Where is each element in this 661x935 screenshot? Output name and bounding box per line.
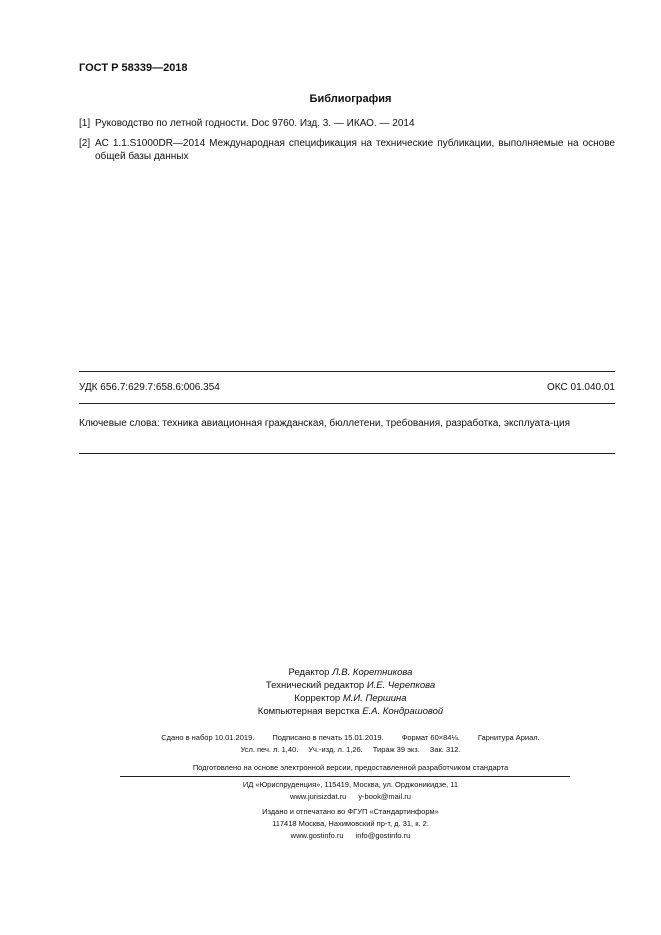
format: Формат 60×84⅛.	[401, 733, 460, 742]
order-number: Зак. 312.	[429, 745, 461, 754]
submitted-date: Сдано в набор 10.01.2019.	[161, 733, 255, 742]
imprint-line1	[20, 732, 661, 743]
print-sheets: Усл. печ. л. 1,40.	[240, 745, 299, 754]
printer-contacts	[20, 830, 661, 841]
keywords: Ключевые слова: техника авиационная гражданская, бюллетени, требования, разработка, эксплуата-ция	[79, 418, 570, 429]
bibliography-title: Библиография	[309, 93, 392, 105]
credit-proofreader	[20, 693, 661, 705]
divider	[79, 453, 615, 454]
bibliography-item	[79, 137, 615, 163]
credit-role: Корректор	[294, 693, 341, 704]
item-number: [2]	[79, 138, 91, 149]
credit-name: Л.В. Коретникова	[332, 667, 413, 678]
typeface: Гарнитура Ариал.	[477, 733, 540, 742]
prepared-note: Подготовлено на основе электронной версии, предоставленной разработчиком стандарта	[192, 763, 509, 772]
publisher-website: www.jurisizdat.ru	[290, 792, 347, 801]
publisher-contacts	[20, 791, 661, 802]
credit-role: Компьютерная верстка	[257, 706, 360, 717]
credit-role: Редактор	[288, 667, 330, 678]
item-text: Руководство по летной годности. Doc 9760. Изд. 3. — ИКАО. — 2014	[95, 118, 415, 129]
printer-address: 117418 Москва, Нахимовский пр-т, д. 31, к. 2.	[272, 819, 429, 828]
publisher-email: y-book@mail.ru	[358, 792, 411, 801]
divider	[79, 403, 615, 404]
printer-website: www.gostinfo.ru	[290, 831, 344, 840]
credit-name: Е.А. Кондрашовой	[362, 706, 444, 717]
divider	[79, 371, 615, 372]
credit-tech-editor	[20, 680, 661, 692]
printer-email: info@gostinfo.ru	[355, 831, 411, 840]
credit-editor	[20, 667, 661, 679]
pub-sheets: Уч.-изд. л. 1,26.	[308, 745, 363, 754]
imprint-line2	[20, 744, 661, 755]
credit-role: Технический редактор	[265, 680, 365, 691]
udk-code: УДК 656.7:629.7:658.6:006.354	[79, 382, 220, 393]
item-text: AC 1.1.S1000DR—2014 Международная спецификация на технические публикации, выполняемые на основе общей базы данных	[95, 138, 615, 162]
signed-date: Подписано в печать 15.01.2019.	[272, 733, 384, 742]
printer-line: Издано и отпечатано во ФГУП «Стандартинформ»	[262, 807, 439, 816]
divider	[120, 776, 570, 777]
credit-name: И.Е. Черепкова	[366, 680, 436, 691]
credit-layout	[20, 706, 661, 718]
document-id: ГОСТ Р 58339—2018	[79, 62, 188, 74]
item-number: [1]	[79, 118, 91, 129]
bibliography-item	[79, 117, 615, 130]
print-run: Тираж 39 экз.	[372, 745, 420, 754]
oks-code: ОКС 01.040.01	[547, 382, 615, 393]
publisher-line: ИД «Юриспруденция», 115419, Москва, ул. Орджоникидзе, 11	[242, 780, 459, 789]
credit-name: М.И. Першина	[342, 693, 407, 704]
